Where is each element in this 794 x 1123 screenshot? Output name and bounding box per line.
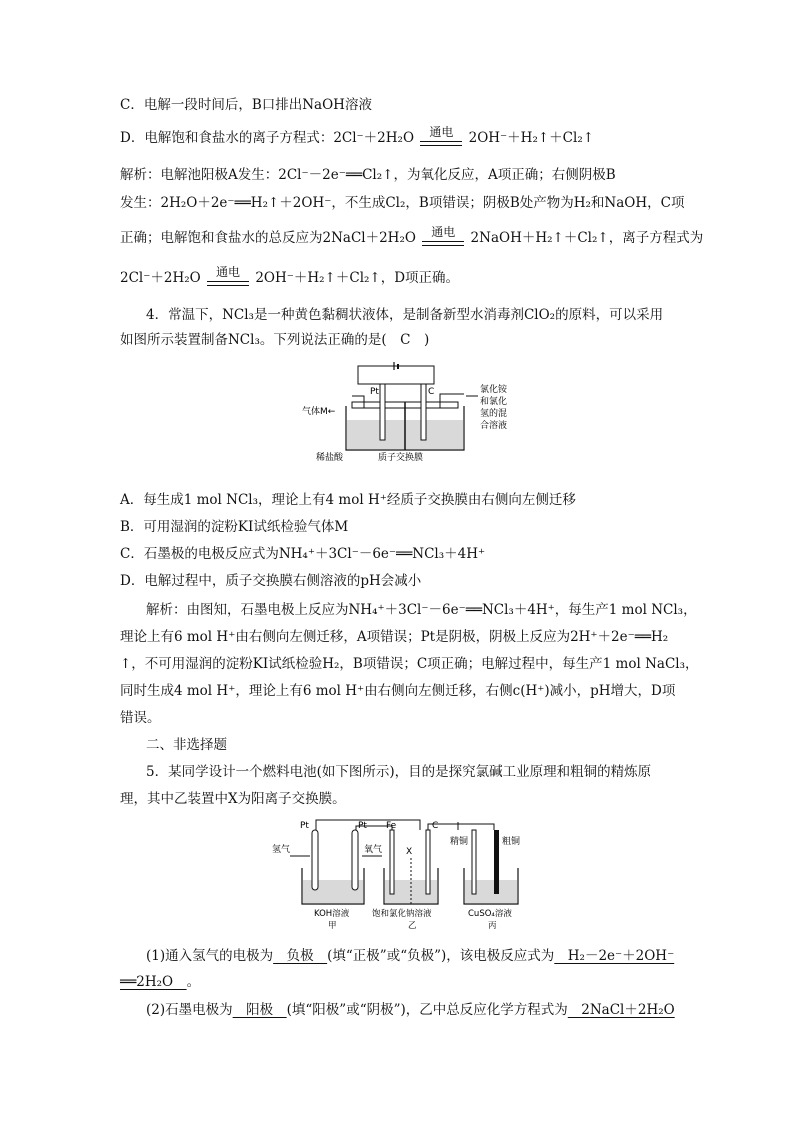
electrolysis-label: 通电 (429, 124, 454, 139)
c-electrode (421, 384, 426, 440)
label-o2: 氧气 (364, 845, 383, 855)
equation-left: 2Cl⁻＋2H₂O (120, 270, 201, 286)
label-right-1: 氯化铵 (480, 385, 508, 395)
answer-anode: 阳极 (232, 1002, 287, 1018)
label-bing: 丙 (488, 921, 497, 930)
label-nacl: 饱和氯化钠溶液 (372, 909, 432, 919)
label-c: C (432, 821, 439, 831)
label-yi: 乙 (408, 921, 417, 930)
part-1-end: 。 (186, 974, 201, 990)
analysis-q3-line3 (120, 224, 704, 249)
label-pt-1: Pt (300, 821, 309, 831)
part-1-line1 (146, 946, 706, 966)
label-right-3: 氢的混 (480, 409, 508, 419)
equation-right: 2OH⁻＋H₂↑＋Cl₂↑，D项正确。 (255, 270, 460, 286)
analysis-q4-line5: 错误。 (120, 710, 161, 726)
label-acid: 稀盐酸 (316, 453, 344, 462)
label-cuso4: CuSO₄溶液 (468, 909, 512, 919)
label-pt: Pt (370, 387, 379, 397)
fuel-cell-diagram (268, 818, 528, 930)
part-1-text-b: (填“正极”或“负极”)，该电极反应式为 (327, 948, 555, 964)
option-c-q4: C．石墨极的电极反应式为NH₄⁺＋3Cl⁻－6e⁻══NCl₃＋4H⁺ (120, 546, 486, 562)
wire-circuit (358, 366, 434, 384)
equation-left: D．电解饱和食盐水的离子方程式：2Cl⁻＋2H₂O (120, 130, 415, 146)
label-x: X (406, 847, 413, 857)
pt-electrode (380, 384, 385, 440)
electrolysis-sign (420, 224, 466, 249)
label-gas-m: 气体M← (302, 407, 336, 417)
analysis-q3-line4 (120, 264, 680, 289)
crude-cu-electrode (494, 830, 499, 894)
part-1-line2 (120, 972, 680, 992)
option-d-q4: D．电解过程中，质子交换膜右侧溶液的pH会减小 (120, 573, 422, 589)
label-h2: 氢气 (272, 845, 291, 855)
answer-electrode-equation: H₂－2e⁻＋2OH⁻ (554, 948, 675, 964)
equation-right: 2OH⁻＋H₂↑＋Cl₂↑ (468, 130, 595, 146)
equation-left: 正确；电解饱和食盐水的总反应为2NaCl＋2H₂O (120, 230, 416, 246)
answer-electrode-equation-cont: ══2H₂O (120, 974, 187, 990)
option-b-q4: B．可用湿润的淀粉KI试纸检验气体M (120, 519, 349, 535)
electrolysis-label: 通电 (216, 264, 241, 279)
equals-bars (422, 241, 464, 246)
label-pt-2: Pt (358, 821, 367, 831)
label-koh: KOH溶液 (314, 909, 350, 919)
electrolysis-sign (205, 264, 251, 289)
analysis-q4-line2: 理论上有6 mol H⁺由右侧向左侧迁移，A项错误；Pt是阴极，阴极上反应为2H⁺＋2e⁻══H₂ (120, 629, 669, 645)
pt-electrode-1 (312, 830, 318, 890)
label-c: C (428, 387, 435, 397)
label-right-4: 合溶液 (480, 421, 508, 431)
label-fine-cu: 精铜 (450, 837, 469, 847)
part-1-text-a: (1)通入氢气的电极为 (146, 948, 274, 964)
section-heading: 二、非选择题 (146, 737, 227, 753)
part-2-line1 (146, 1000, 706, 1020)
electrolysis-label: 通电 (431, 224, 456, 239)
option-c-q3: C．电解一段时间后，B口排出NaOH溶液 (120, 97, 372, 113)
question-5-line1: 5．某同学设计一个燃料电池(如下图所示)，目的是探究氯碱工业原理和粗铜的精炼原 (146, 764, 652, 780)
wire-top (316, 820, 494, 830)
question-5-line2: 理，其中乙装置中X为阳离子交换膜。 (120, 791, 346, 807)
fe-electrode (390, 830, 394, 894)
label-right-2: 和氯化 (480, 397, 508, 407)
question-4-line2: 如图所示装置制备NCl₃。下列说法正确的是( C ) (120, 332, 430, 348)
analysis-q4-line4: 同时生成4 mol H⁺，理论上有6 mol H⁺由右侧向左侧迁移，右侧c(H⁺)减小，pH增大，D项 (120, 683, 676, 699)
analysis-q4-line1: 解析：由图知，石墨电极上反应为NH₄⁺＋3Cl⁻－6e⁻══NCl₃＋4H⁺，每生产1 mol NCl₃， (146, 602, 697, 618)
option-d-q3 (120, 124, 680, 149)
pt-electrode-2 (352, 830, 358, 890)
analysis-q3-line2: 发生：2H₂O＋2e⁻══H₂↑＋2OH⁻，不生成Cl₂，B项错误；阴极B处产物为H₂和NaOH，C项 (120, 195, 685, 211)
option-a-q4: A．每生成1 mol NCl₃，理论上有4 mol H⁺经质子交换膜由右侧向左侧迁移 (120, 492, 576, 508)
label-membrane: 质子交换膜 (378, 453, 424, 462)
label-crude-cu: 粗铜 (502, 837, 521, 847)
nclo3-apparatus-diagram (280, 362, 520, 462)
fine-cu-electrode (472, 830, 476, 894)
part-2-text-a: (2)石墨电极为 (146, 1002, 233, 1018)
label-fe: Fe (386, 821, 397, 831)
equation-right: 2NaOH＋H₂↑＋Cl₂↑，离子方程式为 (470, 230, 704, 246)
part-2-text-b: (填“阳极”或“阴极”)，乙中总反应化学方程式为 (286, 1002, 568, 1018)
answer-total-equation: 2NaCl＋2H₂O (567, 1002, 675, 1018)
label-jia: 甲 (328, 921, 337, 930)
c-electrode (426, 830, 430, 894)
analysis-q3-line1: 解析：电解池阳极A发生：2Cl⁻－2e⁻══Cl₂↑，为氧化反应，A项正确；右侧阴极B (120, 167, 616, 183)
answer-negative-pole: 负极 (273, 948, 328, 964)
equals-bars (420, 141, 462, 146)
analysis-q4-line3: ↑，不可用湿润的淀粉KI试纸检验H₂，B项错误；C项正确；电解过程中，每生产1 mol NaCl₃， (120, 656, 699, 672)
electrolysis-sign (418, 124, 464, 149)
question-4-line1: 4．常温下，NCl₃是一种黄色黏稠状液体，是制备新型水消毒剂ClO₂的原料，可以采用 (146, 307, 664, 323)
equals-bars (207, 281, 249, 286)
